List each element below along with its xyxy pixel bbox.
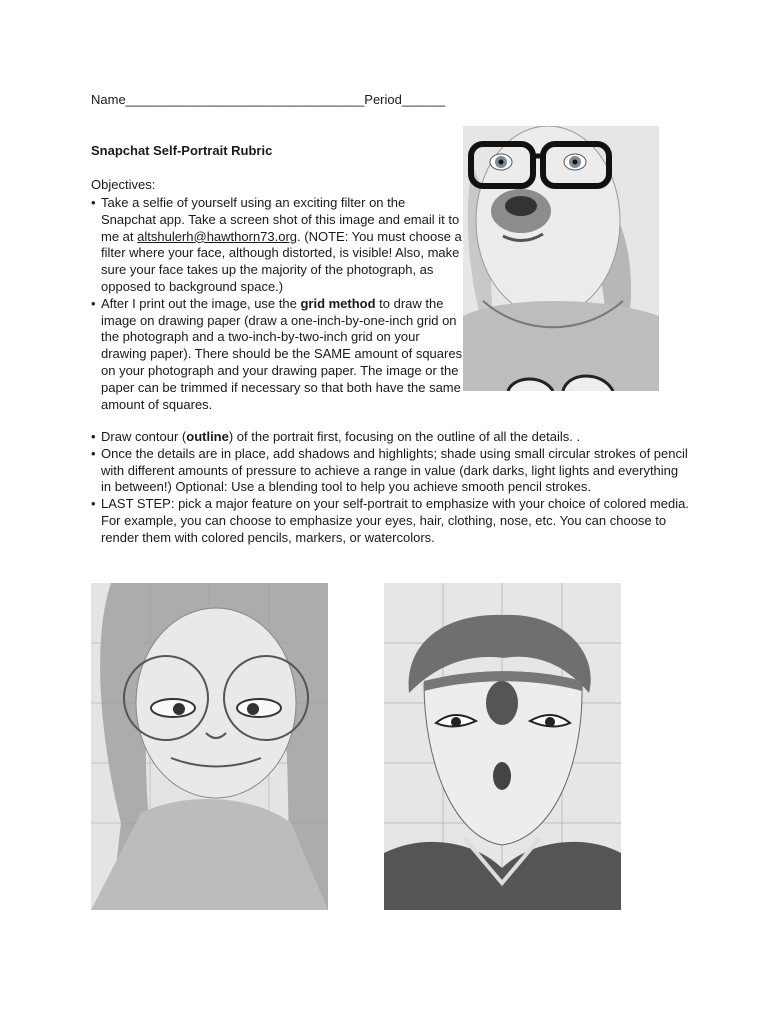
pencil-drawing-image xyxy=(384,583,621,910)
outline-bold: outline xyxy=(186,429,229,444)
bullet-1-text: Take a selfie of yourself using an exciting filter on the Snapchat app. Take a screen shot of this image and email it to me at xyxy=(101,195,460,244)
bullet-icon: • xyxy=(91,295,96,311)
objectives-list-column xyxy=(91,195,463,413)
list-item xyxy=(91,296,463,414)
list-item xyxy=(91,429,691,446)
pencil-drawing-image xyxy=(91,583,328,910)
grid-method-bold: grid method xyxy=(300,295,376,311)
example-drawing-big-glasses xyxy=(91,583,328,910)
bullet-5-text: LAST STEP: pick a major feature on your self-portrait to emphasize with your choice of colored media. For example, you can choose to emphasize your eyes, hair, clothing, nose, etc. You can choose to render them with colored pencils, markers, or watercolors. xyxy=(101,496,689,545)
bullet-icon: • xyxy=(91,429,96,444)
bullet-1-text-end: . (NOTE: You must choose a filter where your face, although distorted, is visible! Also, make sure your face takes up the majority of the photograph, as opposed to background space.) xyxy=(101,228,462,294)
example-drawing-boy xyxy=(384,583,621,910)
email-link[interactable]: altshulerh@hawthorn73.org xyxy=(137,228,298,244)
objectives-label: Objectives: xyxy=(91,177,156,192)
pencil-drawing-image xyxy=(463,126,659,391)
name-period-line: Name_________________________________Period______ xyxy=(91,92,446,107)
bullet-3-text-end: ) of the portrait first, focusing on the outline of all the details. . xyxy=(228,429,581,444)
bullet-4-text: Once the details are in place, add shadows and highlights; shade using small circular strokes of pencil with different amounts of pressure to achieve a range in value (dark darks, light lights and everything in between!) Optional: Use a blending tool to help you achieve smooth pencil strokes. xyxy=(101,445,688,495)
example-drawing-glasses-dog-filter xyxy=(463,126,659,391)
list-item xyxy=(91,446,691,496)
list-item xyxy=(91,195,463,296)
bullet-icon: • xyxy=(91,445,96,461)
bullet-icon: • xyxy=(91,195,96,210)
bullet-2-text: After I print out the image, use the xyxy=(101,295,301,311)
bullet-2-text-end: to draw the image on drawing paper (draw a one-inch-by-one-inch grid on the photograph and a two-inch-by-two-inch grid on your drawing paper). There should be the SAME amount of squares on your photograph and your drawing paper. The image or the paper can be trimmed if necessary so that both have the same amount of squares. xyxy=(101,295,463,412)
bullet-icon: • xyxy=(91,496,96,512)
objectives-list-full xyxy=(91,429,691,547)
bullet-3-text: Draw contour ( xyxy=(101,429,187,444)
list-item xyxy=(91,496,691,546)
page-title: Snapchat Self-Portrait Rubric xyxy=(91,143,273,158)
